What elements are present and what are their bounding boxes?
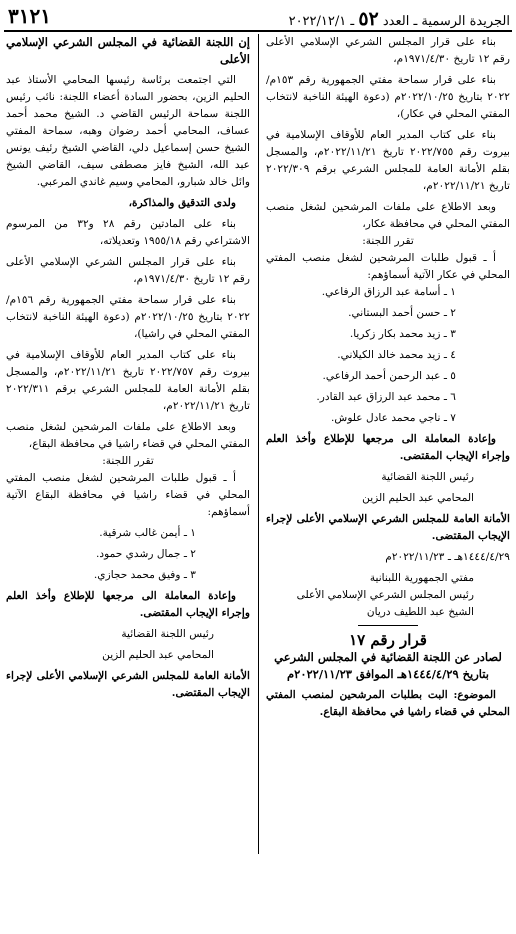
signature-name: المحامي عبد الحليم الزين: [362, 492, 474, 504]
mufti-title: مفتي الجمهورية اللبنانية: [369, 572, 474, 584]
page-header: [4, 4, 512, 32]
header-title: [289, 8, 510, 30]
decision-item: أ ـ قبول طلبات المرشحين لشغل منصب المفتي المحلي في عكار الآتية أسماؤهم:: [266, 252, 510, 281]
decides-heading: تقرر اللجنة:: [362, 235, 414, 247]
secretariat-note: الأمانة العامة للمجلس الشرعي الإسلامي الأعلى لإجراء الإيجاب المقتضى.: [266, 513, 510, 542]
signature-title: رئيس اللجنة القضائية: [381, 471, 474, 483]
issue-date: ـ ٢٠٢٢/١٢/١: [288, 14, 355, 29]
list-item: ٧ ـ ناجي محمد عادل علوش.: [331, 412, 456, 424]
paragraph: بناء على قرار المجلس الشرعي الإسلامي الأعلى رقم ١٢ تاريخ ١٩٧١/٤/٣٠م،: [6, 256, 250, 285]
decides-heading: تقرر اللجنة:: [102, 455, 154, 467]
list-item: ١ ـ أيمن غالب شرقية.: [99, 527, 196, 539]
review-heading: ولدى التدقيق والمذاكرة،: [128, 197, 236, 209]
signature-name: المحامي عبد الحليم الزين: [102, 649, 214, 661]
paragraph: بناء على قرار المجلس الشرعي الإسلامي الأعلى رقم ١٢ تاريخ ١٩٧١/٤/٣٠م،: [266, 36, 510, 65]
page-number: ٣١٢١: [8, 4, 51, 28]
list-item: ٣ ـ وفيق محمد حجازي.: [93, 569, 196, 581]
secretariat-note: الأمانة العامة للمجلس الشرعي الإسلامي الأعلى لإجراء الإيجاب المقتضى.: [6, 670, 250, 699]
section-heading: إن اللجنة القضائية في المجلس الشرعي الإسلامي الأعلى: [6, 35, 250, 66]
paragraph: وبعد الاطلاع على ملفات المرشحين لشغل منصب المفتي المحلي في قضاء راشيا في محافظة البقاع،: [6, 421, 250, 450]
list-item: ٦ ـ محمد عبد الرزاق عبد القادر.: [316, 391, 456, 403]
signature-title: رئيس اللجنة القضائية: [121, 628, 214, 640]
divider: [358, 625, 418, 626]
list-item: ٥ ـ عبد الرحمن أحمد الرفاعي.: [322, 370, 456, 382]
paper-name: الجريدة الرسمية ـ العدد: [382, 14, 510, 29]
paragraph: التي اجتمعت برئاسة رئيسها المحامي الأستاذ عبد الحليم الزين، بحضور السادة أعضاء اللجنة: نائب رئيس اللجنة سماحة الرئيس القاضي د. الشيخ محمد أحمد عساف، المحامي أحمد رضوان وهبه، سماحة المفتي الشيخ حسن إسماعيل دلي، القاضي الشيخ رئيف يونس عبد الله، الشيخ فايز مصطفى سيف، القاضي الشيخ وائل خالد شبارو، المحامي وسيم غاندي المرعبي.: [6, 74, 250, 188]
paragraph: بناء على كتاب المدير العام للأوقاف الإسلامية في بيروت رقم ٢٠٢٢/٧٥٥ تاريخ ٢٠٢٢/١١/٢١م، والمسجل بقلم الأمانة العامة للمجلس الشرعي برقم ٢٠٢٢/٣٠٩ تاريخ ٢٠٢٢/١١/٢١م،: [266, 129, 510, 192]
decision-subtitle: لصادر عن اللجنة القضائية في المجلس الشرعي بتاريخ ١٤٤٤/٤/٢٩هـ الموافق ٢٠٢٢/١١/٢٣م: [274, 650, 502, 681]
issue-number: ٥٢: [358, 8, 379, 30]
column-divider: [258, 34, 259, 854]
paragraph: بناء على كتاب المدير العام للأوقاف الإسلامية في بيروت رقم ٢٠٢٢/٧٥٧ تاريخ ٢٠٢٢/١١/٢١م، والمسجل بقلم الأمانة العامة للمجلس الشرعي برقم ٢٠٢٢/٣١١ تاريخ ٢٠٢٢/١١/٢١م،: [6, 349, 250, 412]
paragraph: وبعد الاطلاع على ملفات المرشحين لشغل منصب المفتي المحلي في محافظة عكار،: [266, 201, 510, 230]
paragraph: بناء على المادتين رقم ٢٨ و٣٢ من المرسوم الاشتراعي رقم ١٩٥٥/١٨ وتعديلاته،: [6, 218, 250, 247]
council-title: رئيس المجلس الشرعي الإسلامي الأعلى: [296, 589, 474, 601]
return-note: وإعادة المعاملة الى مرجعها للإطلاع وأخذ العلم وإجراء الإيجاب المقتضى.: [266, 433, 510, 462]
paragraph: بناء على قرار سماحة مفتي الجمهورية رقم ١٥٣م/٢٠٢٢ بتاريخ ٢٠٢٢/١٠/٢٥م (دعوة الهيئة الناخبة لانتخاب المفتي المحلي في عكار)،: [266, 74, 510, 120]
list-item: ٣ ـ زيد محمد بكار زكريا.: [349, 328, 456, 340]
decision-title: قرار رقم ١٧: [349, 631, 427, 649]
list-item: ٤ ـ زيد محمد خالد الكيلاني.: [337, 349, 456, 361]
right-column: [266, 34, 510, 721]
list-item: ١ ـ أسامة عبد الرزاق الرفاعي.: [321, 286, 456, 298]
list-item: ٢ ـ جمال رشدي حمود.: [96, 548, 196, 560]
return-note: وإعادة المعاملة الى مرجعها للإطلاع وأخذ العلم وإجراء الإيجاب المقتضى.: [6, 590, 250, 619]
list-item: ٢ ـ حسن أحمد البستاني.: [348, 307, 456, 319]
decision-item: أ ـ قبول طلبات المرشحين لشغل منصب المفتي المحلي في قضاء راشيا في محافظة البقاع الآتية أسماؤهم:: [6, 472, 250, 518]
subject-line: الموضوع: البت بطلبات المرشحين لمنصب المفتي المحلي في قضاء راشيا في محافظة البقاع.: [266, 689, 510, 718]
signature-date: ١٤٤٤/٤/٢٩هـ ـ ٢٠٢٢/١١/٢٣م: [385, 551, 510, 563]
mufti-name: الشيخ عبد اللطيف دريان: [366, 606, 474, 618]
paragraph: بناء على قرار سماحة مفتي الجمهورية رقم ١٥٦م/٢٠٢٢ بتاريخ ٢٠٢٢/١٠/٢٥م (دعوة الهيئة الناخبة لانتخاب المفتي المحلي في راشيا)،: [6, 294, 250, 340]
left-column: [6, 34, 250, 702]
